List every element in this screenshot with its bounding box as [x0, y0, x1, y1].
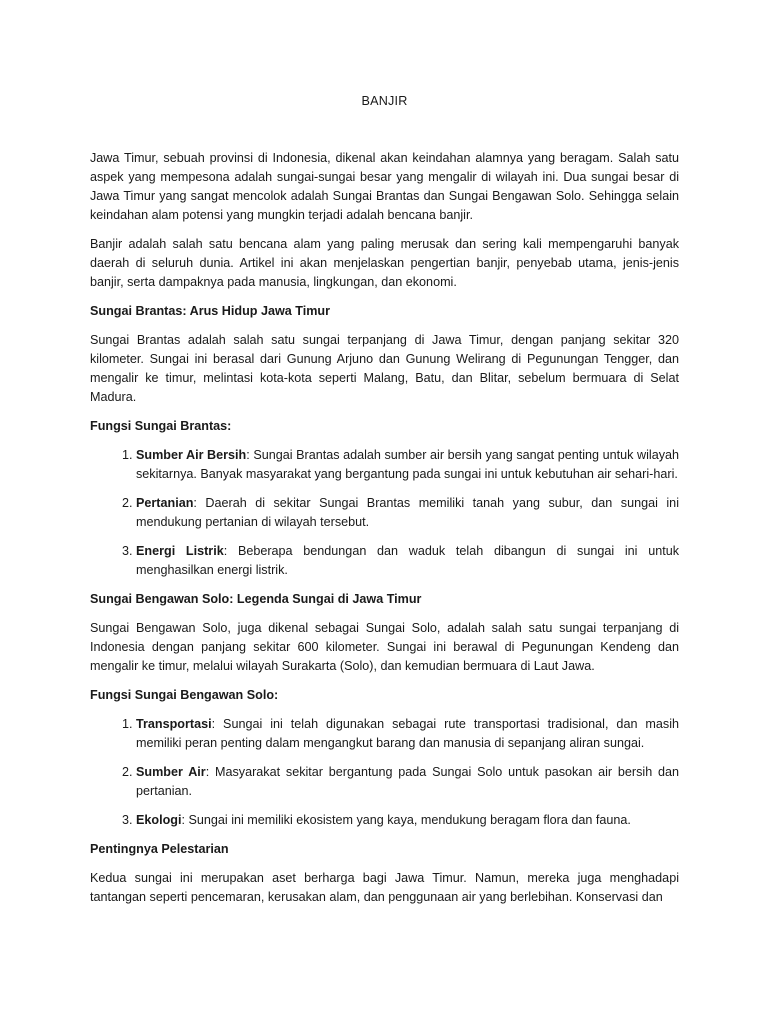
list-item-text: : Sungai Brantas adalah sumber air bersih yang sangat penting untuk wilayah sekitarnya. Banyak masyarakat yang bergantung pada sungai ini untuk kebutuhan air sehari-hari. [136, 448, 680, 481]
list-item-text: : Daerah di sekitar Sungai Brantas memiliki tanah yang subur, dan sungai ini mendukung pertanian di wilayah tersebut. [136, 496, 679, 529]
brantas-paragraph: Sungai Brantas adalah salah satu sungai terpanjang di Jawa Timur, dengan panjang sekitar 320 kilometer. Sungai ini berasal dari Gunung Arjuno dan Gunung Welirang di Pegunungan Tengger, dan mengalir ke timur, melintasi kota-kota seperti Malang, Batu, dan Blitar, sebelum bermuara di Selat Madura. [90, 333, 679, 404]
solo-functions-heading: Fungsi Sungai Bengawan Solo: [90, 688, 279, 702]
intro-paragraph-1: Jawa Timur, sebuah provinsi di Indonesia, dikenal akan keindahan alamnya yang beragam. Salah satu aspek yang mempesona adalah sungai-sungai besar yang mengalir di wilayah ini. Dua sungai besar di Jawa Timur yang sangat mencolok adalah Sungai Brantas dan Sungai Bengawan Solo. Sehingga selain keindahan alam potensi yang mungkin terjadi adalah bencana banjir. [90, 151, 679, 222]
list-item [136, 763, 679, 801]
solo-heading: Sungai Bengawan Solo: Legenda Sungai di Jawa Timur [90, 592, 422, 606]
solo-paragraph: Sungai Bengawan Solo, juga dikenal sebagai Sungai Solo, adalah salah satu sungai terpanjang di Indonesia dengan panjang sekitar 600 kilometer. Sungai ini berawal di Pegunungan Kendeng dan mengalir ke timur, melalui wilayah Surakarta (Solo), dan kemudian bermuara di Laut Jawa. [90, 621, 679, 673]
list-item-term: Sumber Air Bersih [136, 448, 247, 462]
list-item [136, 811, 679, 830]
list-item-term: Ekologi [136, 813, 182, 827]
brantas-heading: Sungai Brantas: Arus Hidup Jawa Timur [90, 304, 331, 318]
list-item [136, 542, 679, 580]
solo-functions-list [90, 715, 679, 830]
list-item-term: Energi Listrik [136, 544, 224, 558]
brantas-functions-list [90, 446, 679, 580]
list-item-text: : Sungai ini telah digunakan sebagai rute transportasi tradisional, dan masih memiliki peran penting dalam mengangkut barang dan manusia di sepanjang aliran sungai. [136, 717, 679, 750]
brantas-functions-heading: Fungsi Sungai Brantas: [90, 419, 232, 433]
document-title: BANJIR [361, 94, 408, 108]
list-item-text: : Masyarakat sekitar bergantung pada Sungai Solo untuk pasokan air bersih dan pertanian. [136, 765, 680, 798]
list-item-term: Pertanian [136, 496, 194, 510]
list-item [136, 715, 679, 753]
list-item-text: : Beberapa bendungan dan waduk telah dibangun di sungai ini untuk menghasilkan energi listrik. [136, 544, 680, 577]
pelestarian-heading: Pentingnya Pelestarian [90, 842, 229, 856]
list-item-term: Sumber Air [136, 765, 206, 779]
list-item-text: : Sungai ini memiliki ekosistem yang kaya, mendukung beragam flora dan fauna. [181, 813, 631, 827]
list-item [136, 494, 679, 532]
pelestarian-paragraph: Kedua sungai ini merupakan aset berharga bagi Jawa Timur. Namun, mereka juga menghadapi tantangan seperti pencemaran, kerusakan alam, dan penggunaan air yang berlebihan. Konservasi dan [90, 871, 679, 904]
list-item [136, 446, 679, 484]
list-item-term: Transportasi [136, 717, 212, 731]
intro-paragraph-2: Banjir adalah salah satu bencana alam yang paling merusak dan sering kali mempengaruhi banyak daerah di seluruh dunia. Artikel ini akan menjelaskan pengertian banjir, penyebab utama, jenis-jenis banjir, serta dampaknya pada manusia, lingkungan, dan ekonomi. [90, 237, 679, 289]
